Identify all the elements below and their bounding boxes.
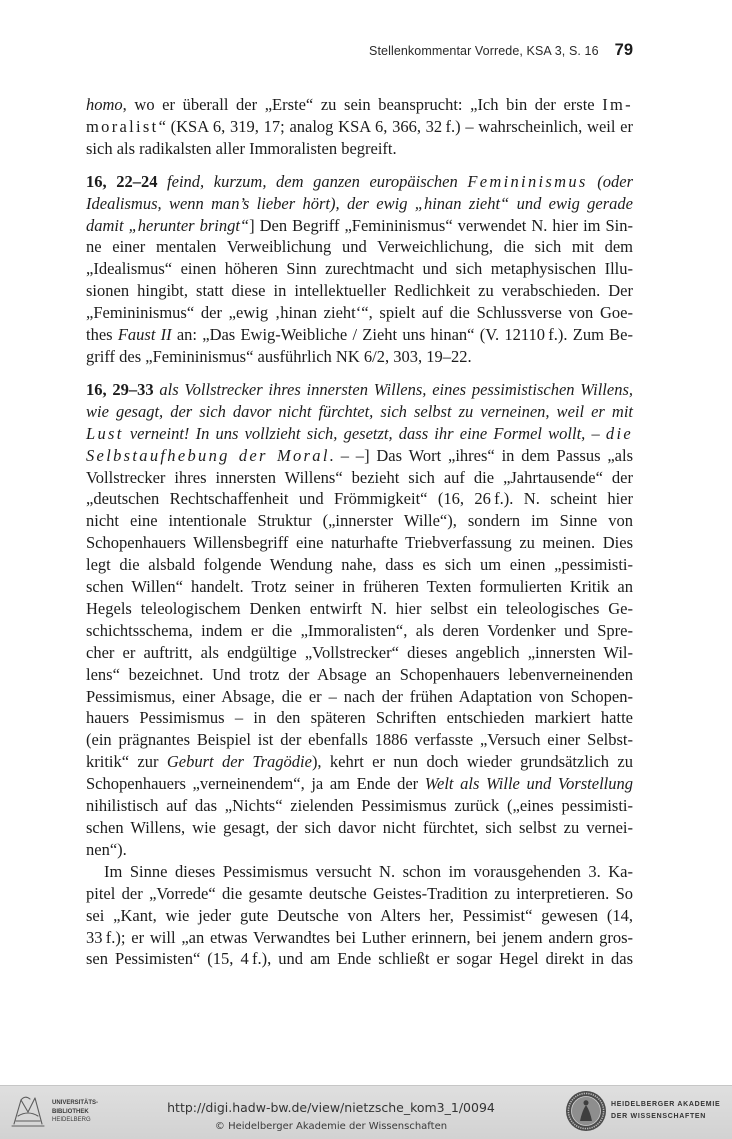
lemma-text: damit „herunter bringt“ bbox=[86, 215, 250, 235]
text-line bbox=[86, 467, 633, 489]
text-segment: “ (KSA 6, 319, 17; analog KSA 6, 366, 32 f.) – wahrscheinlich, weil er bbox=[158, 116, 633, 136]
continued-paragraph bbox=[86, 94, 633, 160]
text-segment: schen Willen“ handelt. Trotz seiner in früheren Texten formulierten Kritik an bbox=[86, 577, 633, 597]
text-line bbox=[86, 948, 633, 970]
library-name bbox=[52, 1099, 98, 1125]
text-line bbox=[86, 94, 633, 116]
text-line bbox=[86, 445, 633, 467]
academy-name-line: HEIDELBERGER AKADEMIE bbox=[611, 1101, 721, 1108]
text-line bbox=[86, 215, 633, 237]
page-number: 79 bbox=[614, 41, 633, 59]
text-segment: sionen hingibt, statt diese in intellektueller Redlichkeit zu verabschieden. Der bbox=[86, 281, 633, 301]
commentary-body bbox=[86, 94, 633, 970]
copyright-notice: © Heidelberger Akademie der Wissenschaften bbox=[214, 1121, 448, 1132]
text-segment: schen Willens, wie gesagt, der sich davor nicht fürchtet, sich selbst zu vernei- bbox=[86, 818, 633, 837]
source-url-link[interactable]: http://digi.hadw-bw.de/view/nietzsche_kom3_1/0094 bbox=[167, 1100, 495, 1115]
commentary-entry bbox=[86, 379, 633, 861]
text-line bbox=[86, 751, 633, 773]
work-title: Faust II bbox=[117, 325, 172, 345]
text-line bbox=[86, 138, 633, 160]
text-line bbox=[86, 379, 633, 401]
text-line bbox=[86, 883, 633, 905]
text-line bbox=[86, 488, 633, 510]
text-segment: 33 f.); er will „an etwas Verwandtes bei Luther erinnern, bei jenem andern gros- bbox=[86, 927, 633, 947]
text-segment: Im Sinne dieses Pessimismus versucht N. schon im vorausgehenden 3. Ka- bbox=[104, 861, 633, 881]
text-line bbox=[86, 686, 633, 708]
text-segment: Hegels teleologischem Denken entwirft N. hier selbst ein teleologisches Ge- bbox=[86, 598, 633, 618]
text-line bbox=[86, 324, 633, 346]
library-name-line: HEIDELBERG bbox=[52, 1117, 91, 1123]
text-segment: an: „Das Ewig-Weibliche / Zieht uns hinan“ (V. 12110 f.). Zum Be- bbox=[171, 325, 633, 345]
text-line bbox=[86, 620, 633, 642]
text-segment: „deutschen Rechtschaffenheit und Frömmigkeit“ (16, 26 f.). N. scheint hier bbox=[86, 489, 633, 509]
university-library-logo-icon bbox=[8, 1091, 48, 1131]
text-line bbox=[86, 171, 633, 193]
text-line bbox=[86, 773, 633, 795]
library-name-line: UNIVERSITÄTS- bbox=[52, 1100, 99, 1106]
text-segment: nen“). bbox=[86, 839, 127, 859]
work-title: Welt als Wille und Vorstellung bbox=[424, 774, 633, 794]
text-line bbox=[86, 664, 633, 686]
spaced-lemma-text: Selbstaufhebung der Moral bbox=[86, 445, 330, 465]
source-info bbox=[150, 1100, 512, 1133]
line-reference: 16, 22–24 bbox=[86, 171, 158, 191]
text-line bbox=[86, 707, 633, 729]
text-segment: Schopenhauers „verneinendem“, ja am Ende der bbox=[86, 774, 425, 794]
academy-name-line: DER WISSENSCHAFTEN bbox=[611, 1113, 707, 1120]
text-segment: sich als radikalsten aller Immoralisten begreift. bbox=[86, 138, 397, 158]
text-segment: legt die alsbald folgende Wendung nahe, dass es sich um einen „pessimisti- bbox=[86, 555, 633, 575]
text-segment: hauers Pessimismus – in den späteren Schriften entschieden markiert hatte bbox=[86, 708, 633, 728]
lemma-text: feind, kurzum, dem ganzen europäischen bbox=[157, 171, 468, 191]
text-segment: thes bbox=[86, 325, 118, 345]
seal-figure-head bbox=[584, 1100, 589, 1105]
text-line bbox=[86, 280, 633, 302]
digitization-footer bbox=[0, 1085, 732, 1139]
work-title: homo bbox=[86, 95, 123, 114]
spaced-lemma-text: Femininismus bbox=[467, 171, 588, 191]
text-line bbox=[86, 817, 633, 839]
text-line bbox=[86, 642, 633, 664]
spaced-emphasis: Im- bbox=[602, 95, 633, 114]
text-segment: ne einer mentalen Verweiblichung und Verweichlichung, die sich mit dem bbox=[86, 237, 633, 257]
body-paragraph bbox=[86, 861, 633, 971]
text-line bbox=[86, 401, 633, 423]
text-line bbox=[86, 795, 633, 817]
lemma-text: verneint! In uns vollzieht sich, gesetzt, dass ihr eine Formel wollt, – bbox=[123, 423, 606, 443]
text-segment: cher er auftritt, als endgültige „Vollstrecker“ dieses angeblich „innersten Wil- bbox=[86, 642, 633, 662]
library-name-line: BIBLIOTHEK bbox=[52, 1108, 89, 1115]
academy-seal-icon bbox=[565, 1090, 607, 1132]
text-segment: „Femininismus“ der „ewig ‚hinan zieht‘“, spielt auf die Schlussverse von Goe- bbox=[86, 303, 633, 323]
text-line bbox=[86, 258, 633, 280]
lemma-text: . – – bbox=[329, 445, 365, 465]
text-line bbox=[86, 302, 633, 324]
text-line bbox=[86, 839, 633, 861]
text-segment: sen Pessimisten“ (15, 4 f.), und am Ende schließt er sogar Hegel direkt in das bbox=[86, 949, 633, 969]
lemma-text: wie gesagt, der sich davor nicht fürchtet, sich selbst zu verneinen, weil er mit bbox=[86, 401, 633, 421]
lemma-text: Idealismus, wenn man’s lieber hört), der ewig „hinan zieht“ und ewig gerade bbox=[86, 193, 633, 213]
text-segment: Schopenhauers Willensbegriff eine naturhafte Triebverfassung zu meinen. Dies bbox=[86, 533, 633, 553]
text-segment: ), kehrt er nun doch wieder grundsätzlich zu bbox=[311, 752, 633, 772]
academy-name bbox=[611, 1099, 720, 1123]
text-segment: griff des „Femininismus“ ausführlich NK 6/2, 303, 19–22. bbox=[86, 346, 472, 366]
commentary-entry bbox=[86, 171, 633, 368]
text-line bbox=[86, 554, 633, 576]
text-segment: lens“ bezeichnet. Und trotz der Absage an Schopenhauers lebenverneinenden bbox=[86, 664, 633, 684]
running-title: Stellenkommentar Vorrede, KSA 3, S. 16 bbox=[369, 44, 599, 58]
text-line bbox=[86, 927, 633, 949]
text-line bbox=[86, 510, 633, 532]
text-line bbox=[86, 193, 633, 215]
spaced-emphasis: moralist bbox=[86, 116, 159, 136]
text-segment: „Idealismus“ einen höheren Sinn zurechtmacht und sich metaphysischen Illu- bbox=[86, 259, 633, 279]
logo-stroke bbox=[18, 1113, 38, 1116]
text-segment: schichtsschema, indem er die „Immoralisten“, als deren Vordenker und Spre- bbox=[86, 620, 633, 640]
work-title: Geburt der Tragödie bbox=[166, 752, 312, 772]
spaced-lemma-text: die bbox=[605, 423, 633, 443]
text-line bbox=[86, 423, 633, 445]
text-segment: Vollstrecker ihres innersten Willens“ bezieht sich auf die „Jahrtausende“ der bbox=[86, 467, 633, 487]
text-line bbox=[86, 729, 633, 751]
text-line bbox=[86, 598, 633, 620]
logo-stroke bbox=[14, 1098, 42, 1124]
text-segment: ] Den Begriff „Femininismus“ verwendet N. hier im Sin- bbox=[249, 215, 634, 235]
line-reference: 16, 29–33 bbox=[86, 379, 154, 399]
text-segment: nicht eine intentionale Struktur („innerster Wille“), sondern im Sinne von bbox=[86, 511, 633, 531]
lemma-text: (oder bbox=[587, 171, 634, 191]
text-line bbox=[86, 861, 633, 883]
text-segment: (ein prägnantes Beispiel ist der ebenfalls 1886 verfasste „Versuch einer Selbst- bbox=[86, 730, 633, 750]
text-segment: sei „Kant, wie jeder gute Deutsche von Alters her, Pessimist“ gewesen (14, bbox=[86, 905, 633, 925]
text-segment: nihilistisch auf das „Nichts“ zielenden Pessimismus zurück („eines pessimisti- bbox=[86, 796, 633, 816]
running-header bbox=[86, 41, 633, 63]
text-line bbox=[86, 532, 633, 554]
text-segment: Pessimismus, einer Absage, die er – nach der frühen Adaptation von Schopen- bbox=[86, 686, 633, 706]
text-line bbox=[86, 905, 633, 927]
logo-stroke bbox=[21, 1097, 30, 1100]
spaced-lemma-text: Lust bbox=[86, 423, 124, 443]
text-segment: ] Das Wort „ihres“ in dem Passus „als bbox=[364, 445, 633, 465]
text-segment: kritik“ zur bbox=[86, 752, 167, 772]
text-line bbox=[86, 116, 633, 138]
text-segment: , wo er überall der „Erste“ zu sein beansprucht: „Ich bin der erste bbox=[122, 95, 603, 114]
text-line bbox=[86, 346, 633, 368]
lemma-text: als Vollstrecker ihres innersten Willens, eines pessimistischen Willens, bbox=[153, 379, 633, 399]
text-line bbox=[86, 576, 633, 598]
text-line bbox=[86, 236, 633, 258]
text-segment: pitel der „Vorrede“ die gesamte deutsche Geistes-Tradition zu interpretieren. So bbox=[86, 883, 633, 903]
